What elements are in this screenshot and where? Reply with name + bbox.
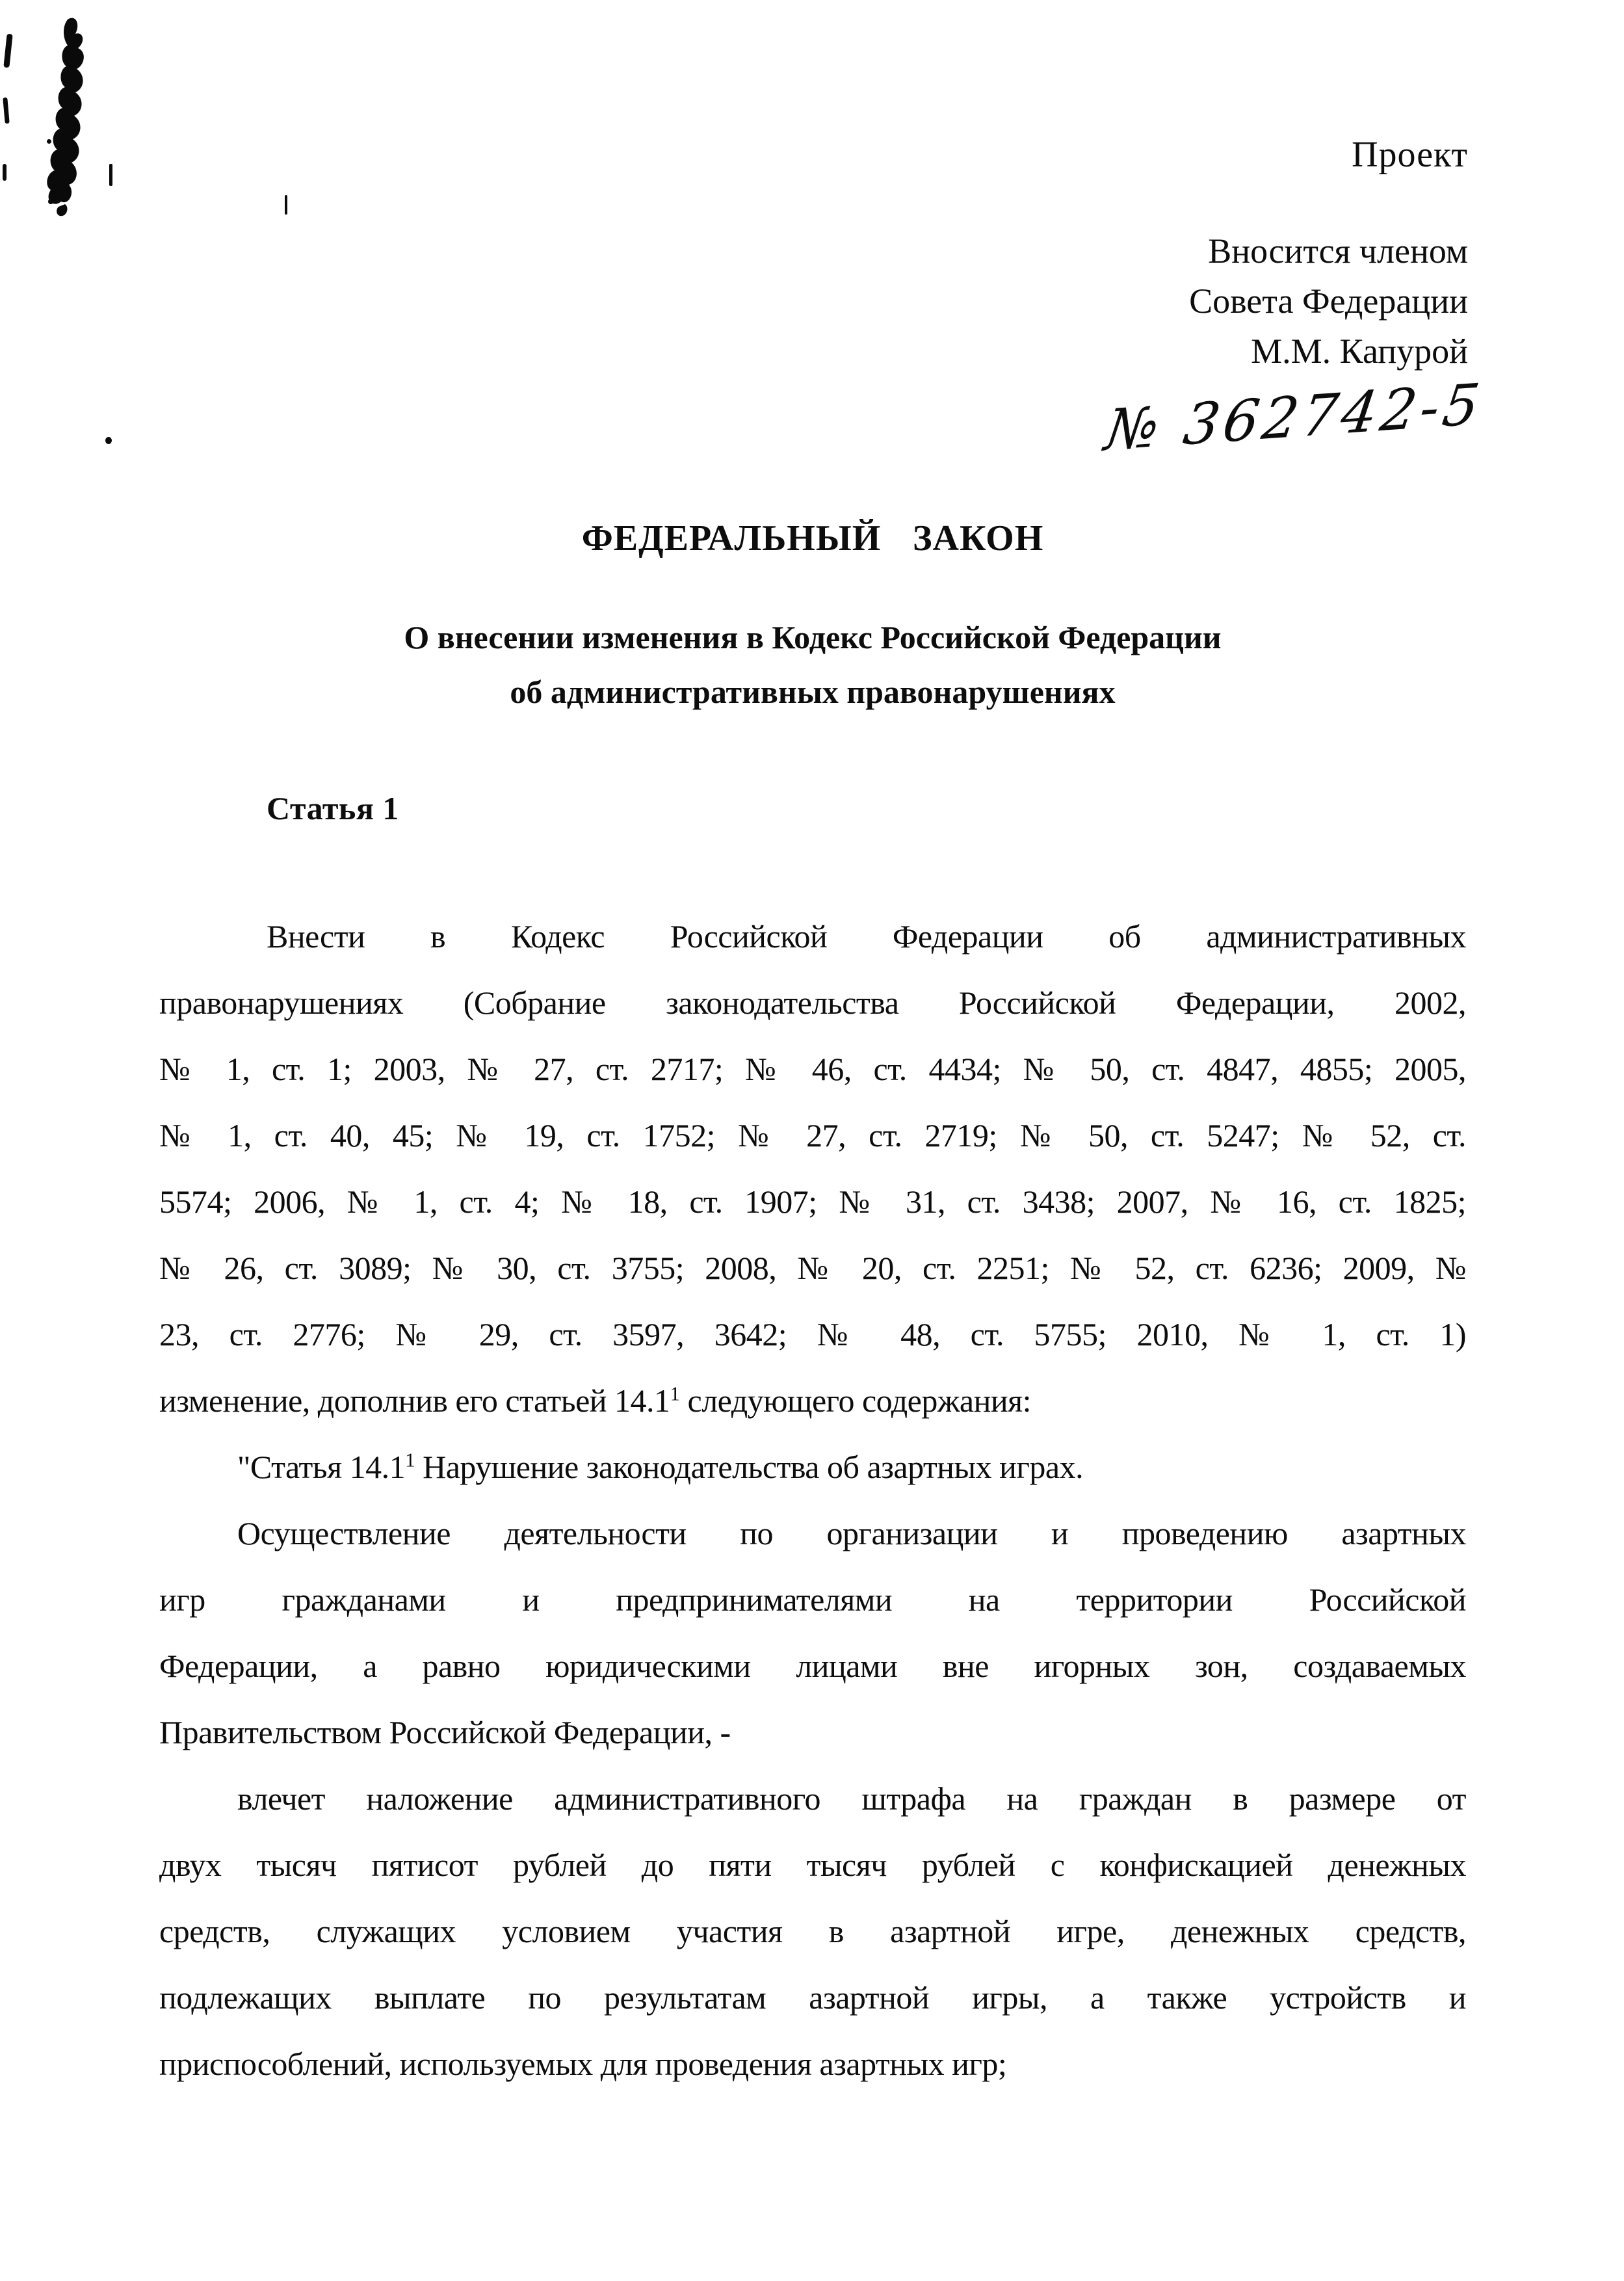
article-1-heading: Статья 1 [267,790,399,826]
margin-mark [3,164,7,181]
article-1-body [159,903,1466,2097]
body-line-9-text-after: Нарушение законодательства об азартных играх. [415,1449,1084,1485]
margin-mark [47,139,51,144]
draft-label: Проект [1352,135,1468,175]
ink-blot [27,12,112,226]
body-line-8 [159,1367,1466,1434]
body-line-1: Внести в Кодекс Российской Федерации об административных [267,918,1466,955]
submitted-by-line1: Вносится членом [1208,231,1468,270]
body-line-15: двух тысяч пятисот рублей до пяти тысяч рублей с конфискацией денежных [159,1847,1466,1883]
margin-mark [48,199,53,204]
body-line-3: № 1, ст. 1; 2003, № 27, ст. 2717; № 46, ст. 4434; № 50, ст. 4847, 4855; 2005, [159,1051,1466,1087]
law-title: ФЕДЕРАЛЬНЫЙ ЗАКОН [581,518,1044,559]
body-line-9 [159,1434,1466,1500]
body-line-6: № 26, ст. 3089; № 30, ст. 3755; 2008, № 20, ст. 2251; № 52, ст. 6236; 2009, № [159,1250,1466,1286]
superscript-1: 1 [405,1448,415,1471]
law-subtitle [159,610,1466,719]
body-line-13: Правительством Российской Федерации, - [159,1714,731,1750]
margin-mark [3,98,9,124]
body-line-4: № 1, ст. 40, 45; № 19, ст. 1752; № 27, ст. 2719; № 50, ст. 5247; № 52, ст. [159,1117,1466,1154]
handwritten-registration-number: № 362742-5 [1101,371,1487,464]
body-line-18: приспособлений, используемых для проведения азартных игр; [159,2046,1007,2082]
body-line-14: влечет наложение административного штрафа на граждан в размере от [237,1780,1466,1817]
body-line-8-text-after: следующего содержания: [679,1382,1031,1419]
margin-mark [109,164,112,186]
law-subtitle-line2: об административных правонарушениях [510,674,1116,710]
margin-mark [3,34,12,68]
body-line-16: средств, служащих условием участия в азартной игре, денежных средств, [159,1913,1466,1949]
superscript-1: 1 [670,1382,680,1405]
body-line-2: правонарушениях (Собрание законодательства Российской Федерации, 2002, [159,984,1466,1021]
submitted-by-block [1189,226,1468,376]
margin-mark [105,437,112,444]
body-line-10: Осуществление деятельности по организации и проведению азартных [237,1515,1466,1551]
margin-mark [285,195,287,215]
body-line-8-text: изменение, дополнив его статьей 14.1 [159,1382,670,1419]
body-line-5: 5574; 2006, № 1, ст. 4; № 18, ст. 1907; № 31, ст. 3438; 2007, № 16, ст. 1825; [159,1183,1466,1220]
body-line-9-text: "Статья 14.1 [237,1449,406,1485]
body-line-17: подлежащих выплате по результатам азартной игры, а также устройств и [159,1979,1466,2016]
body-line-11: игр гражданами и предпринимателями на территории Российской [159,1581,1466,1618]
body-line-12: Федерации, а равно юридическими лицами вне игорных зон, создаваемых [159,1648,1466,1684]
submitted-by-line3: М.М. Капурой [1251,332,1468,371]
body-line-7: 23, ст. 2776; № 29, ст. 3597, 3642; № 48, ст. 5755; 2010, № 1, ст. 1) [159,1316,1466,1352]
submitted-by-line2: Совета Федерации [1189,282,1468,321]
law-subtitle-line1: О внесении изменения в Кодекс Российской Федерации [404,619,1222,655]
